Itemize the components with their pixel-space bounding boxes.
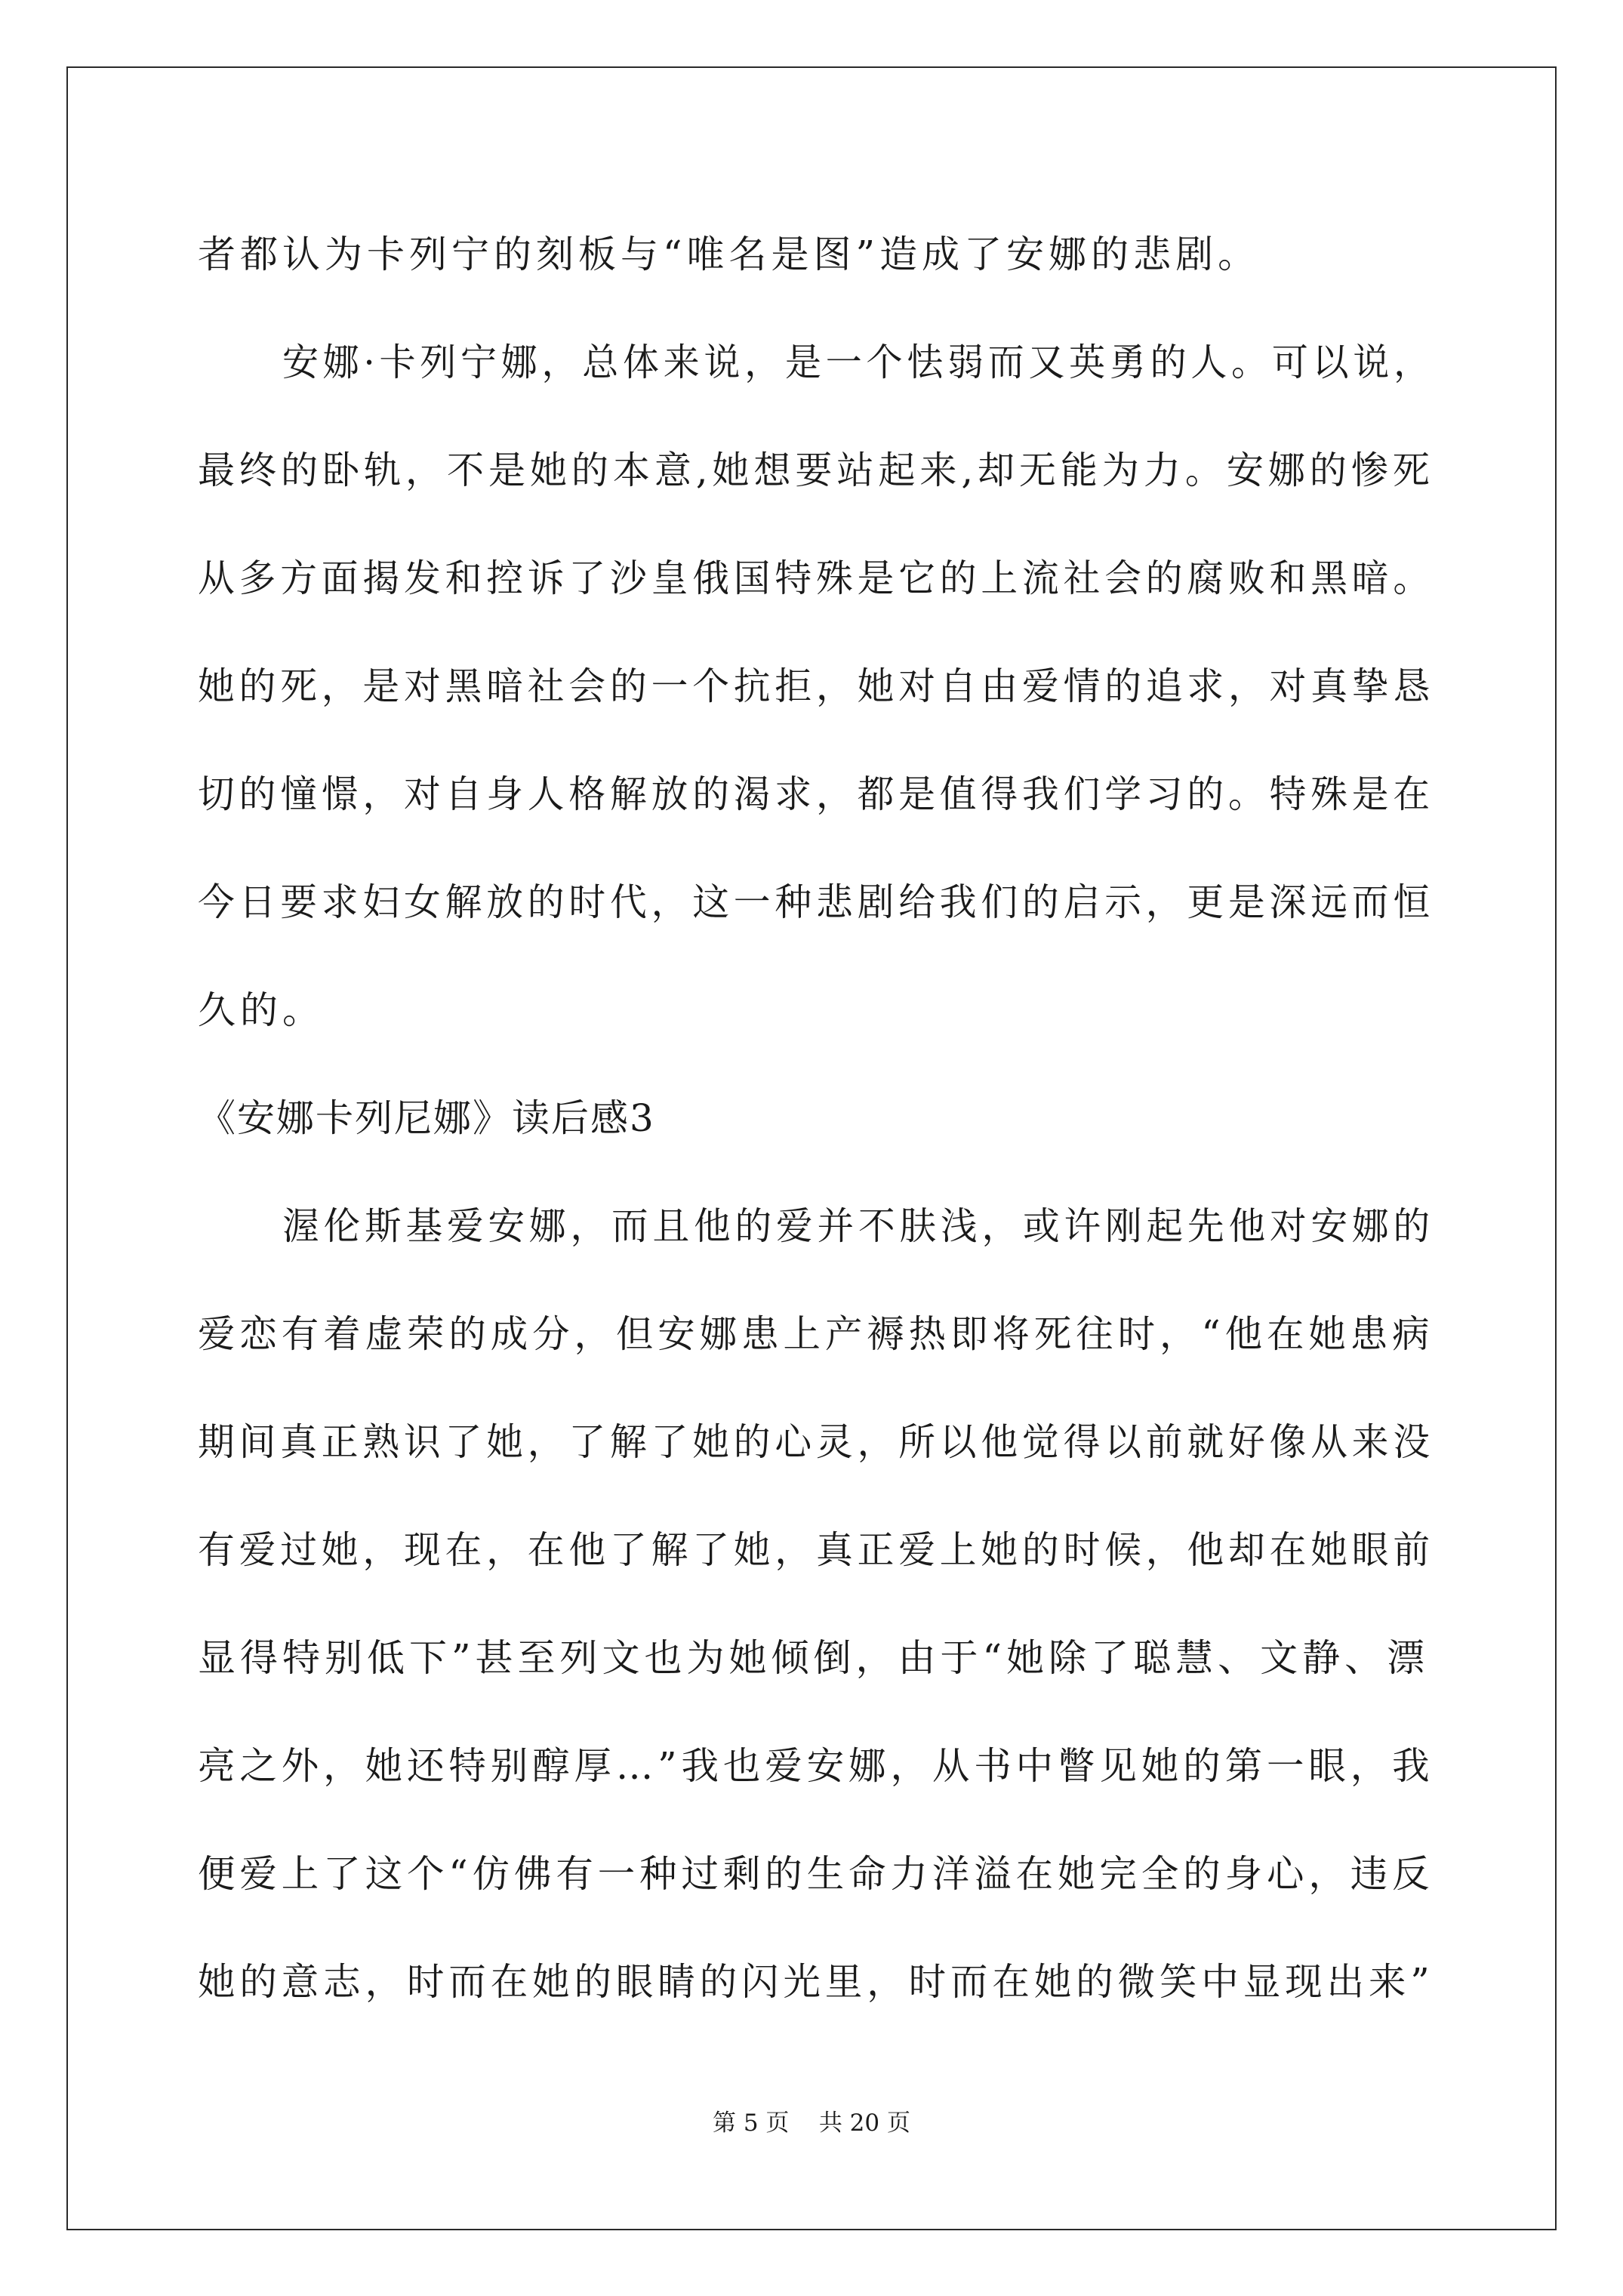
paragraph-line: 最终的卧轨，不是她的本意,她想要站起来,却无能为力。安娜的惨死 — [198, 448, 1434, 492]
paragraph-line: 从多方面揭发和控诉了沙皇俄国特殊是它的上流社会的腐败和黑暗。 — [198, 556, 1434, 600]
paragraph-line: 期间真正熟识了她，了解了她的心灵，所以他觉得以前就好像从来没 — [198, 1420, 1434, 1464]
paragraph-line: 有爱过她，现在，在他了解了她，真正爱上她的时候，他却在她眼前 — [198, 1528, 1434, 1572]
paragraph-line: 她的死，是对黑暗社会的一个抗拒，她对自由爱情的追求，对真挚恳 — [198, 664, 1434, 708]
paragraph-line: 久的。 — [198, 988, 325, 1032]
page-footer: 第 5 页 共 20 页 — [712, 2110, 910, 2137]
paragraph-line: 爱恋有着虚荣的成分，但安娜患上产褥热即将死往时，“他在她患病 — [198, 1312, 1434, 1356]
paragraph-line: 她的意志，时而在她的眼睛的闪光里，时而在她的微笑中显现出来” — [198, 1960, 1434, 2004]
paragraph-line: 便爱上了这个“仿佛有一种过剩的生命力洋溢在她完全的身心，违反 — [198, 1852, 1434, 1896]
paragraph-line: 切的憧憬，对自身人格解放的渴求，都是值得我们学习的。特殊是在 — [198, 772, 1434, 816]
paragraph-line: 安娜·卡列宁娜，总体来说，是一个怯弱而又英勇的人。可以说， — [282, 341, 1434, 384]
paragraph-line: 亮之外，她还特别醇厚…”我也爱安娜，从书中瞥见她的第一眼，我 — [198, 1744, 1434, 1788]
paragraph-line: 显得特别低下”甚至列文也为她倾倒，由于“她除了聪慧、文静、漂 — [198, 1636, 1430, 1680]
page-border — [66, 66, 1557, 2230]
paragraph-line: 今日要求妇女解放的时代，这一种悲剧给我们的启示，更是深远而恒 — [198, 880, 1434, 924]
paragraph-line: 者都认为卡列宁的刻板与“唯名是图”造成了安娜的悲剧。 — [198, 233, 1261, 276]
section-heading: 《安娜卡列尼娜》读后感3 — [198, 1096, 655, 1140]
paragraph-line: 渥伦斯基爱安娜，而且他的爱并不肤浅，或许刚起先他对安娜的 — [282, 1204, 1434, 1248]
